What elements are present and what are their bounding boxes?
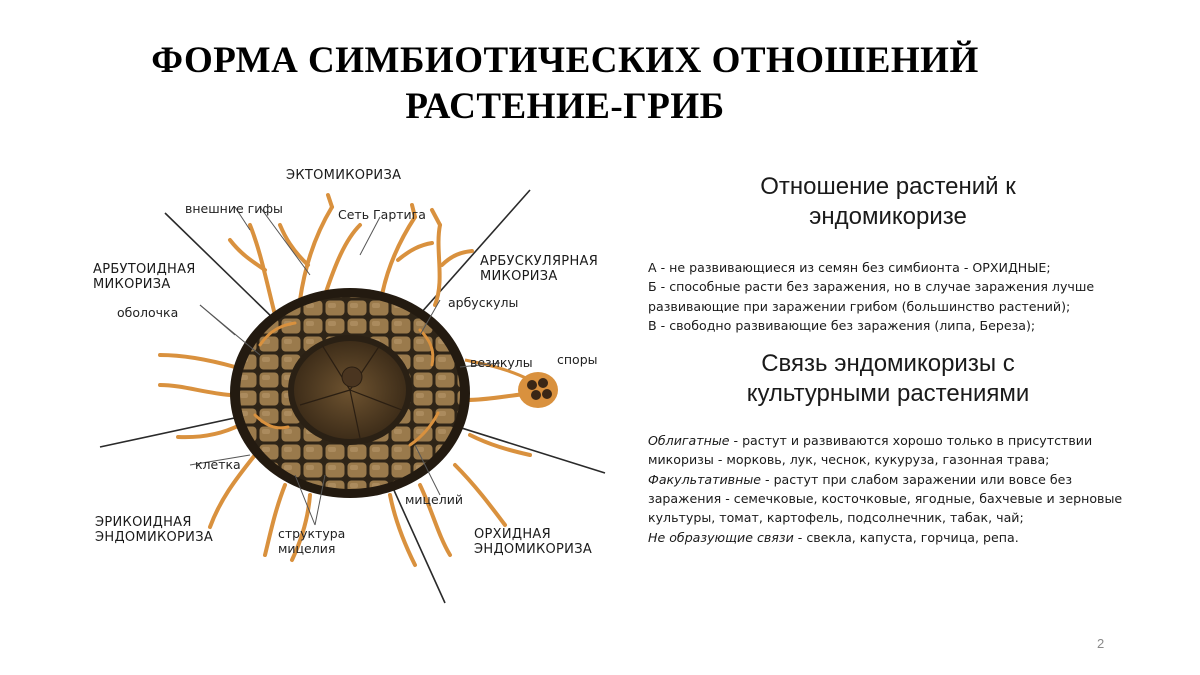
sector-label-orchid-2: ЭНДОМИКОРИЗА — [474, 542, 593, 557]
sector-label-ericoid-2: ЭНДОМИКОРИЗА — [95, 530, 214, 545]
text-column — [648, 172, 1148, 547]
sector-label-arbuscular-1: АРБУСКУЛЯРНАЯ — [480, 254, 599, 269]
facultative-paragraph — [648, 470, 1148, 528]
sector-label-orchid-1: ОРХИДНАЯ — [474, 527, 551, 542]
label-vesicles: везикулы — [470, 355, 533, 370]
sector-label-arbutoid-1: АРБУТОИДНАЯ — [93, 262, 196, 277]
sector-label-ericoid-1: ЭРИКОИДНАЯ — [95, 515, 192, 530]
none-text: - свекла, капуста, горчица, репа. — [793, 529, 1019, 545]
sector-label-arbutoid-2: МИКОРИЗА — [93, 277, 171, 292]
obligate-text: - растут и развиваются хорошо только в присутствии микоризы - морковь, лук, чеснок, кукуруза, газонная трава; — [648, 433, 1093, 468]
heading-2-line-1: Связь эндомикоризы с — [761, 350, 1015, 378]
heading-1-line-2: эндомикоризе — [809, 203, 967, 230]
label-cell: клетка — [195, 457, 241, 472]
slide-title-line-2: РАСТЕНИЕ-ГРИБ — [405, 86, 725, 127]
none-paragraph — [648, 528, 1148, 547]
label-mycelium: мицелий — [405, 492, 463, 507]
xylem — [342, 367, 362, 387]
slide-title — [0, 38, 1130, 130]
list-item: А - не развивающиеся из семян без симбионта - ОРХИДНЫЕ; — [648, 260, 1051, 275]
label-arbuscules: арбускулы — [448, 295, 519, 310]
obligate-term: Облигатные — [648, 433, 730, 449]
label-mycelium-structure-1: структура — [278, 526, 346, 541]
label-spores: споры — [557, 352, 598, 367]
list-item: Б - способные расти без заражения, но в случае заражения лучше развивающие при заражении грибом (большинство растений); — [648, 279, 1095, 314]
facultative-term: Факультативные — [648, 471, 762, 487]
page-number: 2 — [1097, 636, 1105, 651]
heading-endomycorrhiza-relation — [648, 172, 1128, 232]
list-item: В - свободно развивающие без заражения (липа, Береза); — [648, 317, 1036, 333]
label-hartig-net: Сеть Гартига — [338, 207, 426, 222]
heading-1-line-1: Отношение растений к — [760, 173, 1016, 200]
mycorrhiza-diagram — [60, 155, 620, 610]
none-term: Не образующие связи — [648, 529, 794, 545]
sector-label-ecto: ЭКТОМИКОРИЗА — [286, 168, 402, 183]
label-mycelium-structure-2: мицелия — [278, 541, 336, 556]
heading-2-line-2: культурными растениями — [746, 380, 1030, 408]
obligate-paragraph — [648, 431, 1148, 470]
heading-crop-relation — [648, 349, 1128, 409]
sector-label-arbuscular-2: МИКОРИЗА — [480, 269, 558, 284]
slide-title-line-1: ФОРМА СИМБИОТИЧЕСКИХ ОТНОШЕНИЙ — [151, 40, 979, 81]
label-external-hyphae: внешние гифы — [185, 201, 283, 216]
label-sheath: оболочка — [117, 305, 179, 320]
facultative-text: - растут при слабом заражении или вовсе без заражения - семечковые, косточковые, ягодные, бахчевые и зерновые культуры, томат, картофель, подсолнечник, табак, чай; — [648, 471, 1123, 526]
